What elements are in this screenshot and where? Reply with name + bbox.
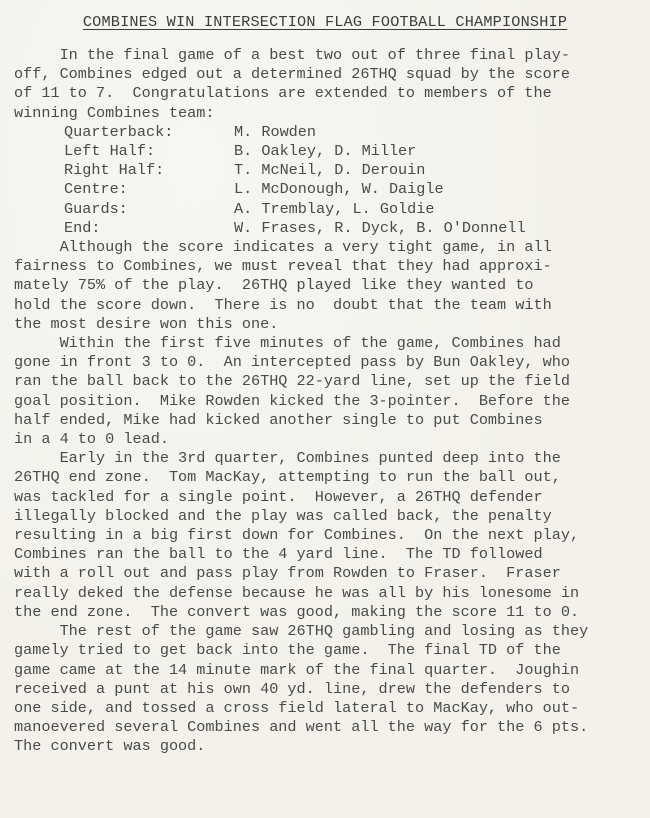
roster-row bbox=[14, 123, 636, 142]
text-line: hold the score down. There is no doubt that the team with bbox=[14, 295, 552, 314]
roster-row bbox=[14, 142, 636, 161]
text-line: gamely tried to get back into the game. The final TD of the bbox=[14, 641, 561, 660]
text-line: off, Combines edged out a determined 26THQ squad by the score bbox=[14, 65, 570, 84]
intro-paragraph bbox=[14, 46, 636, 123]
roster-names: L. McDonough, W. Daigle bbox=[234, 180, 444, 199]
roster-position: Right Half: bbox=[64, 161, 165, 180]
text-line: game came at the 14 minute mark of the final quarter. Joughin bbox=[14, 660, 580, 679]
text-line: ran the ball back to the 26THQ 22-yard line, set up the field bbox=[14, 372, 570, 391]
text-line: the end zone. The convert was good, making the score 11 to 0. bbox=[14, 602, 580, 621]
text-line: received a punt at his own 40 yd. line, drew the defenders to bbox=[14, 679, 570, 698]
text-line: The convert was good. bbox=[14, 737, 206, 756]
text-line: gone in front 3 to 0. An intercepted pass by Bun Oakley, who bbox=[14, 353, 570, 372]
article-body bbox=[14, 238, 636, 756]
text-line: fairness to Combines, we must reveal that they had approxi- bbox=[14, 257, 552, 276]
roster-names: M. Rowden bbox=[234, 122, 317, 141]
text-line: one side, and tossed a cross field lateral to MacKay, who out- bbox=[14, 698, 580, 717]
article-title: COMBINES WIN INTERSECTION FLAG FOOTBALL CHAMPIONSHIP bbox=[82, 13, 568, 31]
text-line: winning Combines team: bbox=[14, 103, 215, 122]
text-line: Early in the 3rd quarter, Combines punted deep into the bbox=[14, 449, 561, 468]
text-line: In the final game of a best two out of three final play- bbox=[14, 46, 570, 64]
text-line: resulting in a big first down for Combines. On the next play, bbox=[14, 526, 580, 545]
text-line: manoevered several Combines and went all the way for the 6 pts. bbox=[14, 718, 589, 737]
roster-names: B. Oakley, D. Miller bbox=[234, 142, 417, 161]
roster-row bbox=[14, 200, 636, 219]
text-line: was tackled for a single point. However, a 26THQ defender bbox=[14, 487, 543, 506]
text-line: half ended, Mike had kicked another single to put Combines bbox=[14, 410, 543, 429]
roster-names: W. Frases, R. Dyck, B. O'Donnell bbox=[234, 218, 526, 237]
roster-position: Left Half: bbox=[64, 142, 156, 161]
roster-row bbox=[14, 180, 636, 199]
text-line: The rest of the game saw 26THQ gambling and losing as they bbox=[14, 622, 589, 641]
text-line: Although the score indicates a very tight game, in all bbox=[14, 238, 552, 257]
roster-position: Centre: bbox=[64, 180, 128, 199]
text-line: the most desire won this one. bbox=[14, 314, 279, 333]
text-line: illegally blocked and the play was called back, the penalty bbox=[14, 506, 552, 525]
roster-position: End: bbox=[64, 218, 101, 237]
text-line: Combines ran the ball to the 4 yard line. The TD followed bbox=[14, 545, 543, 564]
roster-row bbox=[14, 161, 636, 180]
roster-names: T. McNeil, D. Derouin bbox=[234, 161, 426, 180]
text-line: mately 75% of the play. 26THQ played like they wanted to bbox=[14, 276, 534, 295]
roster-position: Quarterback: bbox=[64, 122, 174, 141]
text-line: of 11 to 7. Congratulations are extended to members of the bbox=[14, 84, 552, 103]
text-line: with a roll out and pass play from Rowden to Fraser. Fraser bbox=[14, 564, 561, 583]
roster-row bbox=[14, 219, 636, 238]
text-line: goal position. Mike Rowden kicked the 3-pointer. Before the bbox=[14, 391, 570, 410]
roster-names: A. Tremblay, L. Goldie bbox=[234, 199, 435, 218]
roster-position: Guards: bbox=[64, 199, 128, 218]
text-line: 26THQ end zone. Tom MacKay, attempting to run the ball out, bbox=[14, 468, 561, 487]
text-line: Within the first five minutes of the game, Combines had bbox=[14, 334, 561, 353]
text-line: really deked the defense because he was all by his lonesome in bbox=[14, 583, 580, 602]
team-roster bbox=[14, 123, 636, 238]
text-line: in a 4 to 0 lead. bbox=[14, 430, 169, 449]
